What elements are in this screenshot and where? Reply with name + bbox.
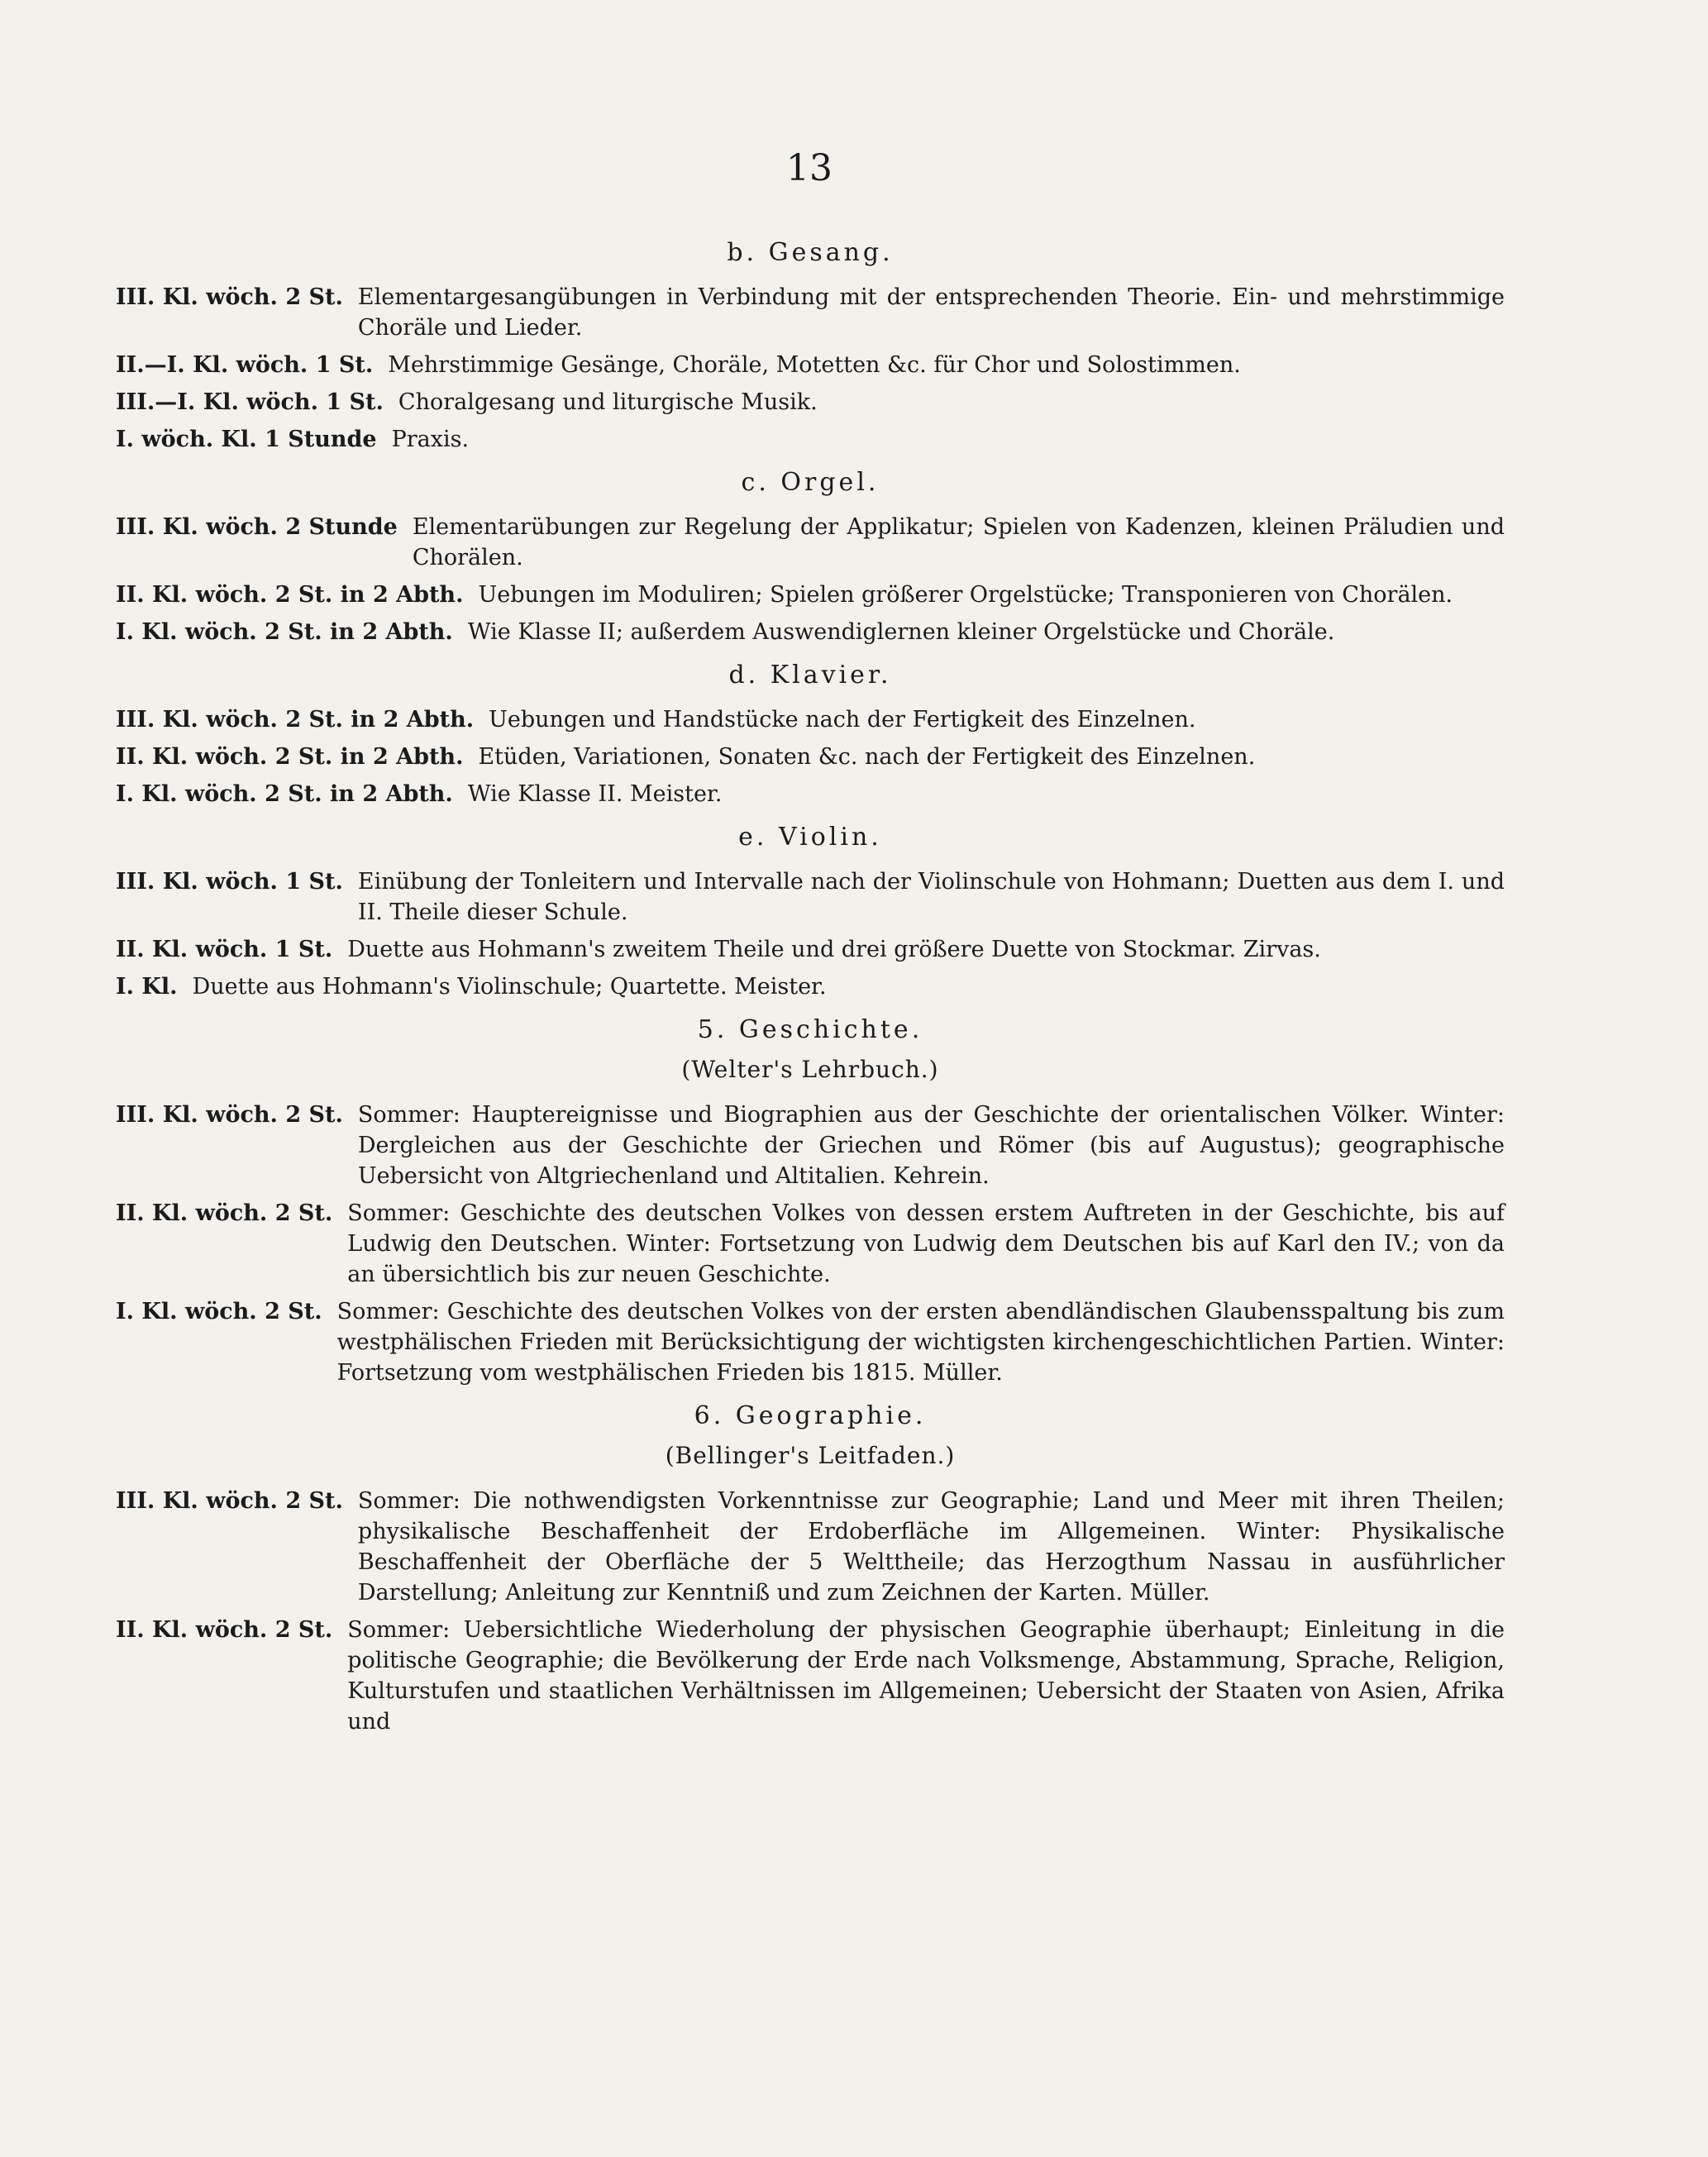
entry-label: II. Kl. wöch. 1 St.: [116, 937, 333, 962]
entry-label: II.—I. Kl. wöch. 1 St.: [116, 352, 374, 378]
entry-text: Einübung der Tonleitern und Intervalle nach der Violinschule von Hohmann; Duetten aus dem I. und II. Theile dieser Schule.: [357, 869, 1505, 925]
entry-label: II. Kl. wöch. 2 St.: [116, 1200, 333, 1226]
entry-label: III. Kl. wöch. 2 St.: [116, 284, 343, 310]
entry-label: II. Kl. wöch. 2 St. in 2 Abth.: [116, 744, 464, 770]
entry-text: Praxis.: [391, 427, 470, 452]
entry-text: Elementarübungen zur Regelung der Applikatur; Spielen von Kadenzen, kleinen Präludien und Chorälen.: [412, 514, 1505, 570]
entry-gesang-class-2-1: [116, 350, 1505, 380]
entry-orgel-class-1: [116, 617, 1505, 647]
section-subheading-geographie: (Bellinger's Leitfaden.): [665, 1442, 956, 1469]
section-heading-violin: e. Violin.: [738, 823, 882, 852]
section-subheading-geschichte: (Welter's Lehrbuch.): [681, 1056, 939, 1083]
entry-geschichte-class-3: [116, 1100, 1505, 1191]
entry-label: I. Kl. wöch. 2 St. in 2 Abth.: [116, 781, 453, 807]
entry-violin-class-1: [116, 971, 1505, 1002]
entry-text: Choralgesang und liturgische Musik.: [398, 389, 818, 415]
entry-violin-class-2: [116, 934, 1505, 965]
entry-label: I. Kl.: [116, 974, 178, 1000]
entry-label: III. Kl. wöch. 2 Stunde: [116, 514, 398, 540]
entry-geographie-class-3: [116, 1486, 1505, 1608]
entry-text: Sommer: Uebersichtliche Wiederholung der physischen Geographie überhaupt; Einleitung in die politische Geographie; die Bevölkerung der Erde nach Volksmenge, Abstammung, Sprache, Religion, Kulturstufen und staatlichen Verhältnissen im Allgemeinen; Uebersicht der Staaten von Asien, Afrika und: [347, 1617, 1505, 1735]
entry-orgel-class-2: [116, 580, 1505, 610]
entry-klavier-class-2: [116, 742, 1505, 772]
entry-text: Wie Klasse II; außerdem Auswendiglernen kleiner Orgelstücke und Choräle.: [467, 619, 1335, 645]
entry-gesang-class-3: [116, 282, 1505, 343]
entry-text: Etüden, Variationen, Sonaten &c. nach der Fertigkeit des Einzelnen.: [478, 744, 1256, 770]
entry-geschichte-class-2: [116, 1198, 1505, 1290]
section-heading-geographie: 6. Geographie.: [694, 1401, 927, 1430]
entry-text: Elementargesangübungen in Verbindung mit der entsprechenden Theorie. Ein- und mehrstimmige Choräle und Lieder.: [357, 284, 1505, 341]
entry-text: Uebungen im Moduliren; Spielen größerer Orgelstücke; Transponieren von Chorälen.: [478, 582, 1453, 608]
entry-label: I. Kl. wöch. 2 St.: [116, 1299, 322, 1324]
entry-text: Sommer: Die nothwendigsten Vorkenntnisse zur Geographie; Land und Meer mit ihren Theilen; physikalische Beschaffenheit der Erdoberfläche im Allgemeinen. Winter: Physikalische Beschaffenheit der Oberfläche der 5 Welttheile; das Herzogthum Nassau in ausführlicher Darstellung; Anleitung zur Kenntniß und zum Zeichnen der Karten. Müller.: [357, 1488, 1505, 1606]
entry-orgel-class-3: [116, 512, 1505, 573]
entry-klavier-class-1: [116, 779, 1505, 809]
entry-label: III. Kl. wöch. 1 St.: [116, 869, 343, 895]
entry-geographie-class-2: [116, 1615, 1505, 1737]
entry-label: III. Kl. wöch. 2 St.: [116, 1102, 343, 1128]
entry-text: Sommer: Hauptereignisse und Biographien aus der Geschichte der orientalischen Völker. Winter: Dergleichen aus der Geschichte der Griechen und Römer (bis auf Augustus); geographische Uebersicht von Altgriechenland und Altitalien. Kehrein.: [357, 1102, 1505, 1189]
section-heading-geschichte: 5. Geschichte.: [697, 1015, 923, 1044]
section-heading-orgel: c. Orgel.: [741, 468, 880, 497]
entry-klavier-class-3: [116, 704, 1505, 735]
entry-text: Wie Klasse II. Meister.: [467, 781, 723, 807]
entry-text: Sommer: Geschichte des deutschen Volkes von der ersten abendländischen Glaubensspaltung bis zum westphälischen Frieden mit Berücksichtigung der wichtigsten kirchengeschichtlichen Partien. Winter: Fortsetzung vom westphälischen Frieden bis 1815. Müller.: [336, 1299, 1505, 1386]
entry-label: III.—I. Kl. wöch. 1 St.: [116, 389, 384, 415]
section-heading-gesang: b. Gesang.: [727, 238, 894, 267]
entry-text: Sommer: Geschichte des deutschen Volkes von dessen erstem Auftreten in der Geschichte, bis auf Ludwig den Deutschen. Winter: Fortsetzung von Ludwig dem Deutschen bis auf Karl den IV.; von da an übersichtlich bis zur neuen Geschichte.: [347, 1200, 1505, 1287]
entry-label: III. Kl. wöch. 2 St.: [116, 1488, 343, 1514]
entry-label: II. Kl. wöch. 2 St. in 2 Abth.: [116, 582, 464, 608]
page-content: [116, 225, 1505, 1744]
section-heading-klavier: d. Klavier.: [728, 661, 892, 690]
entry-geschichte-class-1: [116, 1296, 1505, 1388]
entry-text: Uebungen und Handstücke nach der Fertigkeit des Einzelnen.: [489, 707, 1196, 733]
entry-gesang-class-3-1: [116, 387, 1505, 418]
entry-label: I. Kl. wöch. 2 St. in 2 Abth.: [116, 619, 453, 645]
entry-label: II. Kl. wöch. 2 St.: [116, 1617, 333, 1643]
page-number: 13: [786, 147, 833, 189]
entry-label: III. Kl. wöch. 2 St. in 2 Abth.: [116, 707, 475, 733]
entry-gesang-class-1: [116, 424, 1505, 455]
entry-text: Duette aus Hohmann's Violinschule; Quartette. Meister.: [192, 974, 827, 1000]
entry-text: Mehrstimmige Gesänge, Choräle, Motetten &c. für Chor und Solostimmen.: [388, 352, 1241, 378]
entry-label: I. wöch. Kl. 1 Stunde: [116, 427, 377, 452]
entry-violin-class-3: [116, 866, 1505, 928]
entry-text: Duette aus Hohmann's zweitem Theile und drei größere Duette von Stockmar. Zirvas.: [347, 937, 1321, 962]
